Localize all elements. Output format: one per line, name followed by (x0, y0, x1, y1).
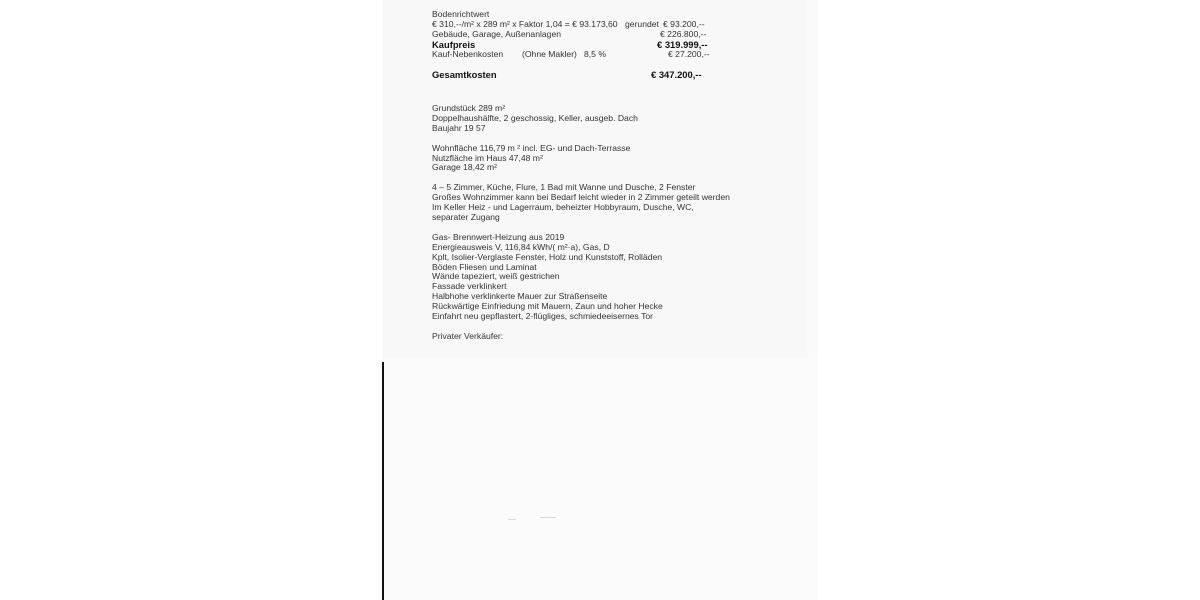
feature-line: Kplt, Isolier-Verglaste Fenster, Holz und Kunststoff, Rolläden (432, 251, 663, 262)
scan-speck (540, 517, 556, 518)
gerundet-value: € 93.200,-- (663, 19, 705, 29)
feature-line: Wände tapeziert, weiß gestrichen (432, 271, 560, 282)
kaufpreis-label: Kaufpreis (432, 39, 476, 50)
feature-line: Energieausweis V, 116,84 kWh/( m²·a), Gas, D (432, 241, 610, 252)
area-line: Garage 18,42 m² (432, 162, 497, 173)
areas-block (432, 144, 742, 174)
kaufpreis-value: € 319.999,-- (657, 39, 708, 50)
scan-shadow-edge (382, 362, 384, 600)
feature-line: Rückwärtige Einfriedung mit Mauern, Zaun und hoher Hecke (432, 301, 663, 312)
area-line: Nutzfläche im Haus 47,48 m² (432, 152, 543, 163)
feature-line: Gas- Brennwert-Heizung aus 2019 (432, 231, 565, 242)
property-line: Grundstück 289 m² (432, 103, 506, 113)
scanned-page-bottom (383, 358, 818, 600)
features-block (432, 233, 742, 322)
nebenkosten-label: Kauf-Nebenkosten (432, 49, 504, 59)
scan-speck (508, 519, 516, 520)
property-line: Doppelhaushälfte, 2 geschossig, Keller, ausgeb. Dach (432, 112, 638, 123)
property-block (432, 104, 742, 134)
feature-line: Einfahrt neu gepflastert, 2-flügliges, schmiedeeisernes Tor (432, 311, 654, 322)
area-line: Wohnfläche 116,79 m ² incl. EG- und Dach-Terrasse (432, 142, 631, 153)
nebenkosten-value: € 27.200,-- (668, 49, 710, 59)
rooms-block (432, 183, 742, 223)
document-text (432, 10, 742, 342)
rooms-line: Im Keller Heiz - und Lagerraum, beheizter Hobbyraum, Dusche, WC, (432, 202, 694, 213)
feature-line: Fassade verklinkert (432, 281, 507, 292)
gerundet-label: gerundet (625, 19, 659, 29)
gesamt-row (432, 70, 742, 80)
gebaeude-value: € 226.800,-- (660, 29, 707, 39)
nebenkosten-percent: 8,5 % (584, 49, 606, 59)
rooms-line: Großes Wohnzimmer kann bei Bedarf leicht wieder in 2 Zimmer geteilt werden (432, 192, 730, 203)
rooms-line: separater Zugang (432, 212, 500, 223)
gesamt-label: Gesamtkosten (432, 69, 497, 80)
feature-line: Halbhohe verklinkerte Mauer zur Straßenseite (432, 291, 608, 302)
bodenrichtwert-label: Bodenrichtwert (432, 9, 490, 19)
property-line: Baujahr 19 57 (432, 122, 486, 133)
rooms-line: 4 – 5 Zimmer, Küche, Flure, 1 Bad mit Wanne und Dusche, 2 Fenster (432, 182, 696, 193)
feature-line: Böden Fliesen und Laminat (432, 261, 537, 272)
calc-line: € 310,--/m² x 289 m² x Faktor 1,04 = € 93.173,60 (432, 19, 618, 29)
seller-label: Privater Verkäufer: (432, 330, 504, 341)
gesamt-value: € 347.200,-- (651, 69, 702, 80)
nebenkosten-row (432, 50, 742, 60)
gebaeude-label: Gebäude, Garage, Außenanlagen (432, 29, 562, 39)
nebenkosten-note: (Ohne Makler) (522, 49, 577, 59)
